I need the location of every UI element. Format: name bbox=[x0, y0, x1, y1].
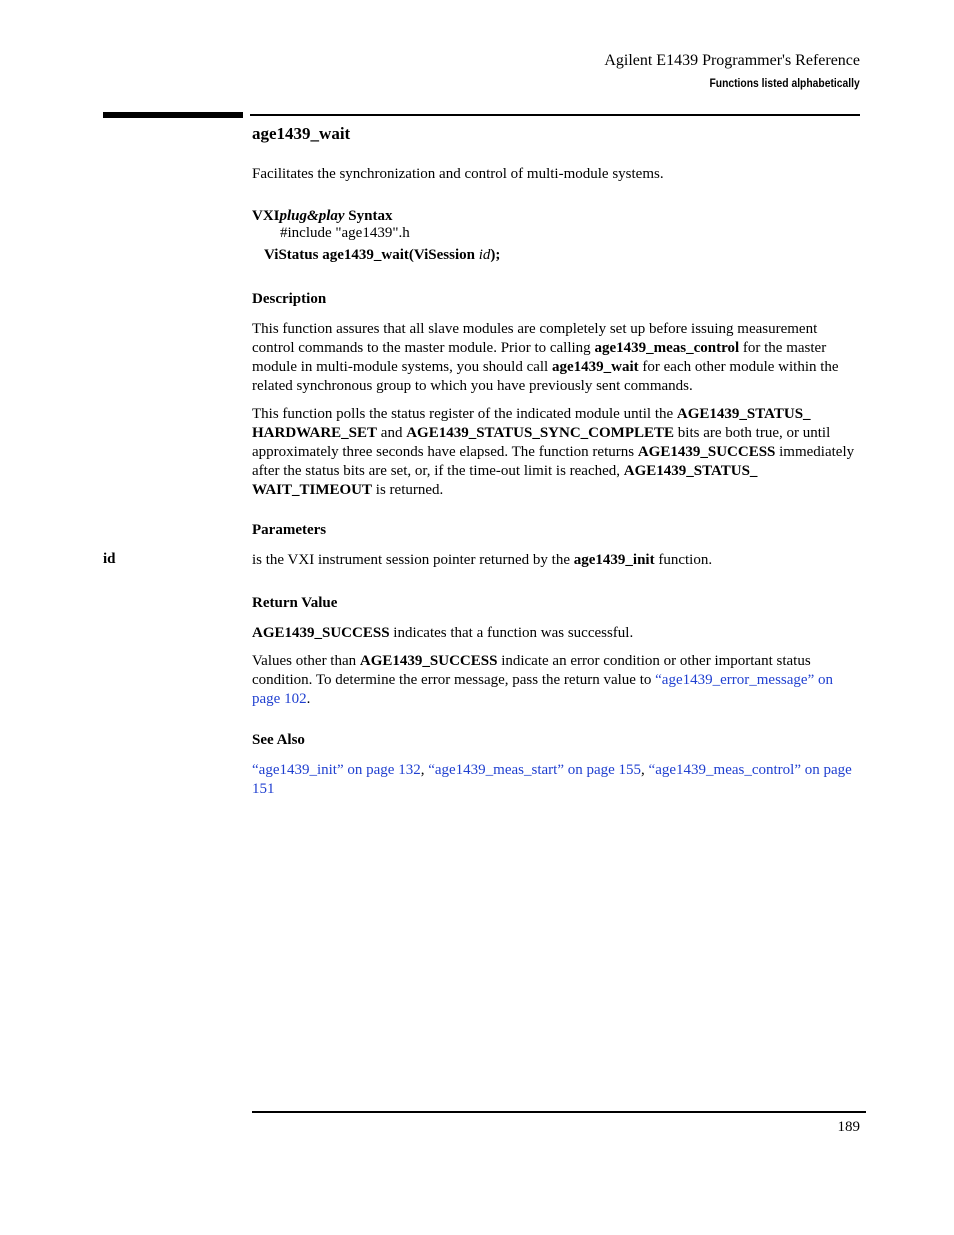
param-desc-id bbox=[252, 551, 862, 570]
description-paragraph-2 bbox=[252, 405, 862, 500]
desc-p1-text-1: This function assures that all slave modules are completely set up before issuing measurement control commands to the master module. Prior to calling bbox=[252, 321, 818, 356]
return-value-body bbox=[252, 624, 862, 709]
return-paragraph-2 bbox=[252, 652, 862, 709]
see-also-paragraph bbox=[252, 761, 862, 799]
footer-rule bbox=[252, 1111, 866, 1113]
desc-p1-text-3: for each other module within the related synchronous group to which you have previously sent commands. bbox=[252, 359, 839, 394]
desc-p2-bold-1: AGE1439_STATUS_ HARDWARE_SET bbox=[252, 406, 811, 441]
syntax-heading-italic: plug&play bbox=[279, 208, 345, 224]
see-also-link-meas-start[interactable]: “age1439_meas_start” on page 155 bbox=[428, 762, 642, 778]
desc-p2-text-4: immediately after the status bits are set, or, if the time-out limit is reached, bbox=[252, 444, 855, 479]
syntax-heading-suffix: Syntax bbox=[344, 208, 393, 224]
see-also-separator-1: , bbox=[420, 762, 429, 778]
desc-p2-text-2: and bbox=[377, 425, 407, 441]
desc-p1-bold-2: age1439_wait bbox=[551, 359, 639, 375]
param-text-2: function. bbox=[654, 552, 713, 568]
desc-p1-text-2: for the master module in multi-module systems, you should call bbox=[252, 340, 827, 375]
see-also-separator-2: , bbox=[641, 762, 649, 778]
desc-p2-text-3: bits are both true, or until approximately three seconds have elapsed. The function returns bbox=[252, 425, 831, 460]
summary-text bbox=[252, 165, 862, 184]
description-body bbox=[252, 320, 862, 500]
param-text-1: is the VXI instrument session pointer returned by the bbox=[252, 552, 574, 568]
desc-p2-bold-2: AGE1439_STATUS_SYNC_COMPLETE bbox=[406, 425, 675, 441]
return-p2-bold: AGE1439_SUCCESS bbox=[359, 653, 498, 669]
desc-p1-bold-1: age1439_meas_control bbox=[594, 340, 740, 356]
running-header-title: Agilent E1439 Programmer's Reference bbox=[604, 52, 860, 69]
desc-p2-bold-4: AGE1439_STATUS_ WAIT_TIMEOUT bbox=[252, 463, 758, 498]
desc-p2-text-1: This function polls the status register of the indicated module until the bbox=[252, 406, 677, 422]
parameters-heading: Parameters bbox=[252, 522, 327, 538]
signature-param: id bbox=[478, 247, 491, 263]
desc-p2-text-5: is returned. bbox=[372, 482, 444, 498]
description-heading: Description bbox=[252, 291, 327, 307]
section-rule-thick bbox=[103, 112, 243, 118]
syntax-signature bbox=[264, 247, 500, 264]
return-value-heading: Return Value bbox=[252, 595, 338, 611]
syntax-heading bbox=[252, 207, 862, 226]
desc-p2-bold-3: AGE1439_SUCCESS bbox=[637, 444, 776, 460]
page-number: 189 bbox=[837, 1119, 860, 1135]
summary-paragraph: Facilitates the synchronization and control of multi-module systems. bbox=[252, 166, 664, 182]
return-p1-bold: AGE1439_SUCCESS bbox=[252, 625, 390, 641]
param-name-id: id bbox=[103, 551, 116, 567]
return-p1-text: indicates that a function was successful. bbox=[389, 625, 634, 641]
return-p2-text-1: Values other than bbox=[252, 653, 360, 669]
error-message-link[interactable]: “age1439_error_message” on page 102 bbox=[252, 672, 833, 707]
see-also-heading: See Also bbox=[252, 732, 305, 748]
function-title: age1439_wait bbox=[252, 124, 351, 143]
param-bold-1: age1439_init bbox=[573, 552, 655, 568]
section-rule-thin bbox=[250, 114, 860, 116]
see-also-link-init[interactable]: “age1439_init” on page 132 bbox=[252, 762, 421, 778]
signature-start: ViStatus age1439_wait(ViSession bbox=[264, 247, 479, 263]
return-p2-text-2: indicate an error condition or other important status condition. To determine the error message, pass the return value to bbox=[252, 653, 811, 688]
syntax-heading-prefix: VXI bbox=[252, 208, 280, 224]
running-header-subtitle: Functions listed alphabetically bbox=[709, 76, 860, 90]
see-also-link-meas-control[interactable]: “age1439_meas_control” on page 151 bbox=[252, 762, 852, 797]
param-desc-paragraph bbox=[252, 551, 862, 570]
description-paragraph-1 bbox=[252, 320, 862, 396]
return-paragraph-1 bbox=[252, 624, 862, 643]
see-also-body bbox=[252, 761, 862, 799]
signature-end: ); bbox=[490, 247, 501, 263]
return-p2-text-3: . bbox=[306, 691, 311, 707]
syntax-include: #include "age1439".h bbox=[280, 225, 410, 241]
